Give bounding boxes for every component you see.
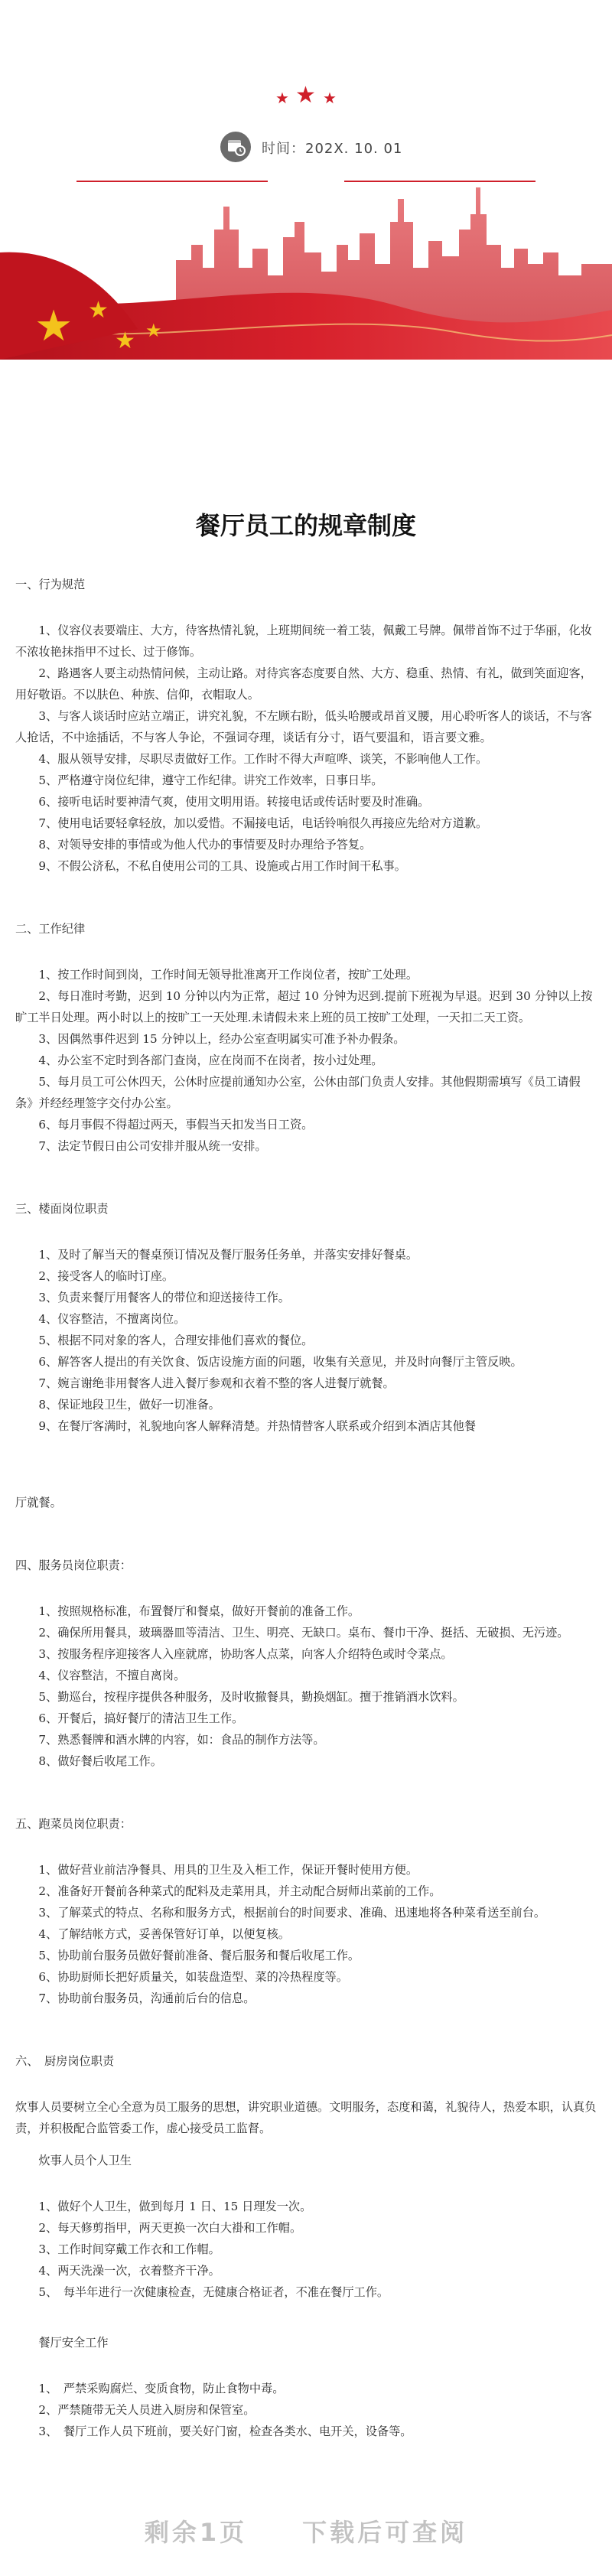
list-item: 5、协助前台服务员做好餐前准备、餐后服务和餐后收尾工作。 bbox=[38, 1949, 360, 1962]
section-heading: 三、楼面岗位职责 bbox=[15, 1202, 109, 1216]
section-heading: 五、跑菜员岗位职责： bbox=[15, 1817, 132, 1831]
list-item: 4、办公室不定时到各部门查岗，应在岗而不在岗者，按小过处理。 bbox=[38, 1054, 383, 1067]
calendar-clock-icon bbox=[220, 132, 251, 162]
section-runner-duties bbox=[15, 1813, 597, 2038]
list-item: 1、及时了解当天的餐桌预订情况及餐厅服务任务单，并落实安排好餐桌。 bbox=[38, 1248, 418, 1262]
list-item: 7、熟悉餐牌和酒水牌的内容，如：食品的制作方法等。 bbox=[38, 1733, 325, 1747]
section-kitchen-duties bbox=[15, 2050, 597, 2442]
list-item: 3、因偶然事件迟到 15 分钟以上，经办公室查明属实可准予补办假条。 bbox=[38, 1032, 405, 1046]
list-item: 3、与客人谈话时应站立端正，讲究礼貌，不左顾右盼，低头哈腰或昂首叉腰，用心聆听客人的谈话，不与客人抢话，不中途插话，不与客人争论，不强词夺理，谈话有分寸，语气要温和，语言要文雅。 bbox=[15, 709, 592, 744]
section-heading: 二、工作纪律 bbox=[15, 922, 86, 936]
list-item: 1、做好营业前洁净餐具、用具的卫生及入柜工作，保证开餐时使用方便。 bbox=[38, 1863, 418, 1877]
section-heading: 四、服务员岗位职责： bbox=[15, 1558, 132, 1572]
stars-divider bbox=[0, 83, 612, 113]
subsection-heading: 炊事人员个人卫生 bbox=[38, 2154, 132, 2167]
list-item: 3、负责来餐厅用餐客人的带位和迎送接待工作。 bbox=[38, 1291, 290, 1304]
section-heading: 六、 厨房岗位职责 bbox=[15, 2054, 115, 2068]
svg-text:★: ★ bbox=[145, 320, 162, 341]
list-item: 8、对领导安排的事情或为他人代办的事情要及时办理给予答复。 bbox=[38, 838, 372, 852]
list-item: 4、了解结帐方式，妥善保管好订单，以便复核。 bbox=[38, 1927, 290, 1941]
list-item: 3、 餐厅工作人员下班前，要关好门窗，检查各类水、电开关，设备等。 bbox=[38, 2425, 412, 2438]
list-item: 1、做好个人卫生，做到每月 1 日、15 日理发一次。 bbox=[38, 2200, 312, 2213]
list-item: 5、根据不同对象的客人，合理安排他们喜欢的餐位。 bbox=[38, 1334, 314, 1347]
list-item: 3、按服务程序迎接客人入座就席，协助客人点菜，向客人介绍特色或时令菜点。 bbox=[38, 1647, 453, 1661]
list-item: 2、准备好开餐前各种菜式的配料及走菜用具，并主动配合厨师出菜前的工作。 bbox=[38, 1884, 441, 1898]
remaining-pages-label[interactable]: 剩余1页 下载后可查阅 bbox=[144, 2518, 468, 2547]
list-item: 1、按照规格标准，布置餐厅和餐桌，做好开餐前的准备工作。 bbox=[38, 1604, 360, 1618]
list-item: 6、每月事假不得超过两天，事假当天扣发当日工资。 bbox=[38, 1118, 314, 1132]
list-item: 2、路遇客人要主动热情问候，主动让路。对待宾客态度要自然、大方、稳重、热情、有礼，做到笑面迎客，用好敬语。不以肤色、种族、信仰，衣帽取人。 bbox=[15, 666, 592, 702]
list-item: 6、开餐后，搞好餐厅的清洁卫生工作。 bbox=[38, 1711, 244, 1725]
list-item: 7、使用电话要轻拿轻放，加以爱惜。不漏接电话，电话铃响很久再接应先给对方道歉。 bbox=[38, 816, 488, 830]
list-item: 7、婉言谢绝非用餐客人进入餐厅参观和衣着不整的客人进餐厅就餐。 bbox=[38, 1376, 395, 1390]
section-intro: 炊事人员要树立全心全意为员工服务的思想，讲究职业道德。文明服务，态度和蔼，礼貌待人，热爱本职，认真负责，并积极配合监管委工作，虚心接受员工监督。 bbox=[15, 2100, 597, 2135]
section-floor-duties bbox=[15, 1198, 597, 1542]
list-item: 6、协助厨师长把好质量关，如装盘造型、菜的冷热程度等。 bbox=[38, 1970, 348, 1984]
list-item: 5、 每半年进行一次健康检查，无健康合格证者，不准在餐厅工作。 bbox=[38, 2285, 389, 2299]
star-icon: ★ bbox=[275, 89, 289, 107]
list-item: 4、仪容整洁，不擅离岗位。 bbox=[38, 1312, 186, 1326]
list-item: 6、解答客人提出的有关饮食、饭店设施方面的问题，收集有关意见，并及时向餐厅主管反映。 bbox=[38, 1355, 522, 1369]
list-item: 4、仪容整洁，不擅自离岗。 bbox=[38, 1669, 186, 1682]
svg-text:★: ★ bbox=[34, 301, 73, 351]
header-banner bbox=[0, 0, 612, 360]
list-item: 2、每日准时考勤，迟到 10 分钟以内为正常，超过 10 分钟为迟到.提前下班视为早退。迟到 30 分钟以上按旷工半日处理。两小时以上的按旷工一天处理.未请假未来上班的员工按旷工处理，一天扣二天工资。 bbox=[15, 989, 593, 1024]
list-item: 9、在餐厅客满时，礼貌地向客人解释清楚。并热情替客人联系或介绍到本酒店其他餐 bbox=[38, 1419, 476, 1433]
list-item: 5、勤巡台，按程序提供各种服务，及时收撤餐具，勤换烟缸。擅于推销酒水饮料。 bbox=[38, 1690, 464, 1704]
publish-time: 时间：202X. 10. 01 bbox=[262, 141, 403, 157]
page-title: 餐厅员工的规章制度 bbox=[195, 511, 416, 540]
list-item: 6、接听电话时要神清气爽，使用文明用语。转接电话或传话时要及时准确。 bbox=[38, 795, 430, 809]
section-waiter-duties bbox=[15, 1555, 597, 1801]
list-item: 5、每月员工可公休四天，公休时应提前通知办公室，公休由部门负责人安排。其他假期需填写《员工请假条》并经经理签字交付办公室。 bbox=[15, 1075, 581, 1110]
time-row bbox=[0, 132, 612, 162]
list-item: 9、不假公济私，不私自使用公司的工具、设施或占用工作时间干私事。 bbox=[38, 859, 406, 873]
list-item: 2、接受客人的临时订座。 bbox=[38, 1269, 174, 1283]
list-item: 4、服从领导安排，尽职尽责做好工作。工作时不得大声喧哗、谈笑，不影响他人工作。 bbox=[38, 752, 488, 766]
svg-text:★: ★ bbox=[115, 327, 135, 354]
star-icon: ★ bbox=[323, 89, 337, 107]
continued-text: 厅就餐。 bbox=[15, 1496, 62, 1509]
city-skyline-banner bbox=[0, 176, 612, 360]
star-icon: ★ bbox=[295, 82, 316, 109]
list-item: 8、做好餐后收尾工作。 bbox=[38, 1754, 162, 1768]
list-item: 2、确保所用餐具，玻璃器皿等清洁、卫生、明亮、无缺口。桌布、餐巾干净、挺括、无破损、无污迹。 bbox=[38, 1626, 569, 1640]
list-item: 1、 严禁采购腐烂、变质食物，防止食物中毒。 bbox=[38, 2382, 285, 2395]
list-item: 7、协助前台服务员，沟通前后台的信息。 bbox=[38, 1991, 256, 2005]
list-item: 1、按工作时间到岗，工作时间无领导批准离开工作岗位者，按旷工处理。 bbox=[38, 968, 418, 982]
subsection-heading: 餐厅安全工作 bbox=[38, 2336, 109, 2350]
svg-text:★: ★ bbox=[88, 297, 109, 324]
section-discipline bbox=[15, 918, 597, 1186]
list-item: 3、了解菜式的特点、名称和服务方式，根据前台的时间要求、准确、迅速地将各种菜肴送至前台。 bbox=[38, 1906, 546, 1920]
list-item: 5、严格遵守岗位纪律，遵守工作纪律。讲究工作效率，日事日毕。 bbox=[38, 773, 383, 787]
list-item: 3、工作时间穿戴工作衣和工作帽。 bbox=[38, 2242, 220, 2256]
section-heading: 一、行为规范 bbox=[15, 578, 86, 591]
document-body bbox=[15, 574, 597, 2454]
list-item: 2、每天修剪指甲，两天更换一次白大褂和工作帽。 bbox=[38, 2221, 302, 2235]
list-item: 2、严禁随带无关人员进入厨房和保管室。 bbox=[38, 2403, 256, 2417]
list-item: 7、法定节假日由公司安排并服从统一安排。 bbox=[38, 1139, 267, 1153]
list-item: 8、保证地段卫生，做好一切准备。 bbox=[38, 1398, 220, 1412]
list-item: 4、两天洗澡一次，衣着整齐干净。 bbox=[38, 2264, 220, 2278]
download-prompt[interactable] bbox=[0, 2490, 612, 2576]
list-item: 1、仪容仪表要端庄、大方，待客热情礼貌，上班期间统一着工装，佩戴工号牌。佩带首饰不过于华丽，化妆不浓妆艳抹指甲不过长、过于修饰。 bbox=[15, 624, 592, 659]
section-behavior bbox=[15, 574, 597, 906]
